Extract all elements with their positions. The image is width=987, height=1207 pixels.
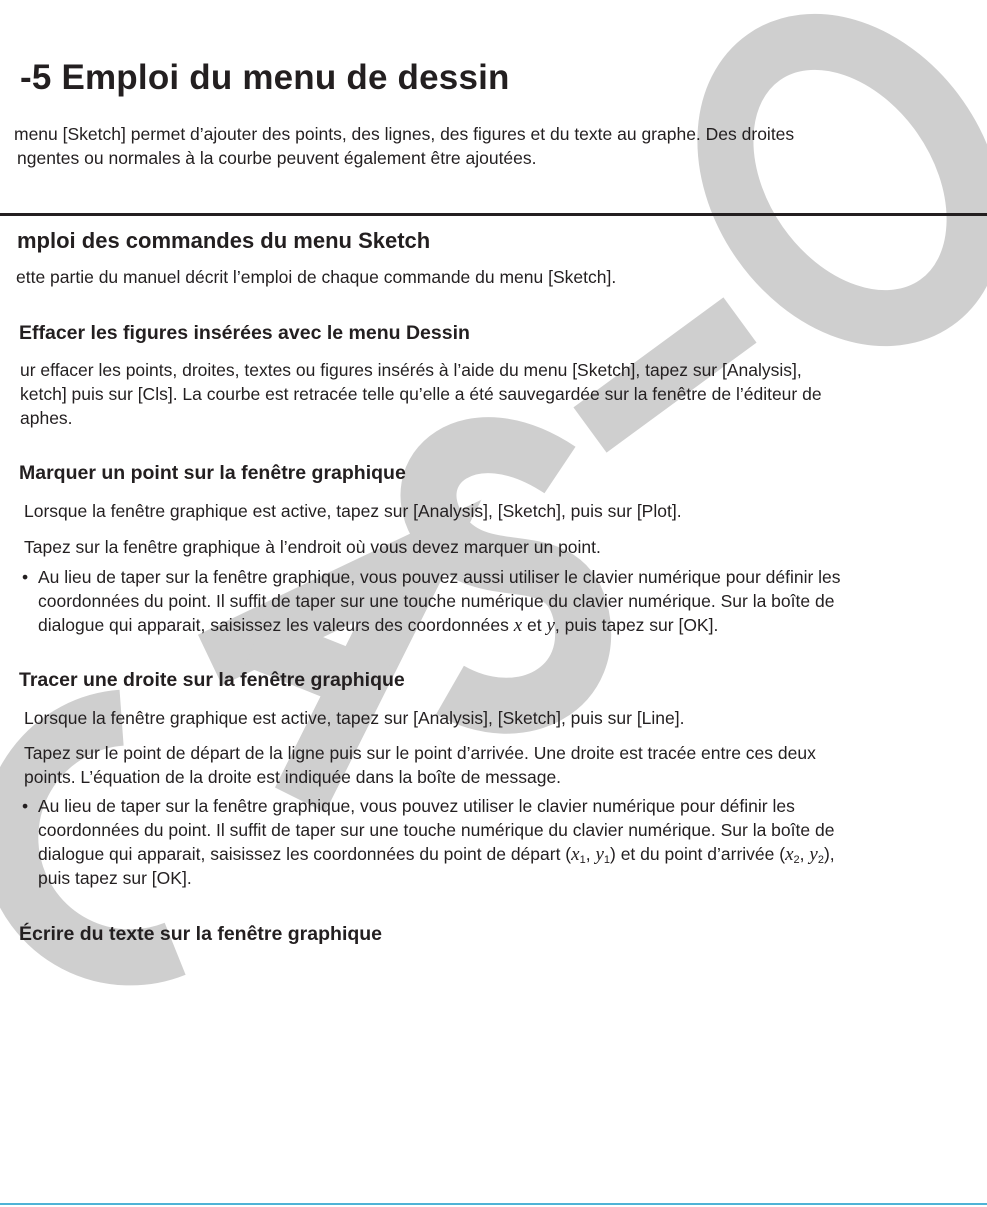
plot-bullet-line-2: coordonnées du point. Il suffit de taper sur une touche numérique du clavier numérique. Sur la boîte de <box>38 591 835 611</box>
clear-heading: Effacer les figures insérées avec le menu Dessin <box>19 322 470 344</box>
plot-bullet: • <box>22 567 29 587</box>
line-bullet-line-4: puis tapez sur [OK]. <box>38 868 192 888</box>
line-bullet-line-2: coordonnées du point. Il suffit de taper sur une touche numérique du clavier numérique. Sur la boîte de <box>38 820 835 840</box>
clear-line-3: aphes. <box>20 408 73 428</box>
section-heading: mploi des commandes du menu Sketch <box>17 228 431 253</box>
plot-step-1: Lorsque la fenêtre graphique est active, tapez sur [Analysis], [Sketch], puis sur [Plot]. <box>24 501 682 521</box>
clear-line-2: ketch] puis sur [Cls]. La courbe est retracée telle qu’elle a été sauvegardée sur la fenêtre de l’éditeur de <box>20 384 822 404</box>
footer-rule <box>0 1203 987 1205</box>
intro-line-2: ngentes ou normales à la courbe peuvent également être ajoutées. <box>17 148 537 168</box>
section-divider <box>0 213 987 216</box>
plot-heading: Marquer un point sur la fenêtre graphique <box>19 462 406 484</box>
plot-bullet-line-1: Au lieu de taper sur la fenêtre graphique, vous pouvez aussi utiliser le clavier numérique pour définir les <box>38 567 841 587</box>
line-heading: Tracer une droite sur la fenêtre graphique <box>19 669 405 691</box>
line-step-1: Lorsque la fenêtre graphique est active, tapez sur [Analysis], [Sketch], puis sur [Line]. <box>24 708 685 728</box>
line-bullet: • <box>22 796 29 816</box>
chapter-title: -5 Emploi du menu de dessin <box>20 58 510 97</box>
math-y: y <box>546 615 555 636</box>
line-bullet-line-3: dialogue qui apparait, saisissez les coordonnées du point de départ ($x_1$, $y_1$) et du point d’arrivée ($x_2$, $y_2$), <box>38 844 835 866</box>
plot-step-2: Tapez sur la fenêtre graphique à l’endroit où vous devez marquer un point. <box>24 537 601 557</box>
line-step-2-line-1: Tapez sur le point de départ de la ligne puis sur le point d’arrivée. Une droite est tracée entre ces deux <box>24 743 816 763</box>
section-intro: ette partie du manuel décrit l’emploi de chaque commande du menu [Sketch]. <box>16 267 617 287</box>
plot-bullet-line-3: dialogue qui apparait, saisissez les valeurs des coordonnées x et y, puis tapez sur [OK]. <box>38 615 719 636</box>
text-heading: Écrire du texte sur la fenêtre graphique <box>19 923 383 945</box>
clear-line-1: ur effacer les points, droites, textes ou figures insérés à l’aide du menu [Sketch], tapez sur [Analysis], <box>20 360 802 380</box>
line-bullet-line-1: Au lieu de taper sur la fenêtre graphique, vous pouvez utiliser le clavier numérique pour définir les <box>38 796 795 816</box>
intro-line-1: menu [Sketch] permet d’ajouter des points, des lignes, des figures et du texte au graphe. Des droites <box>14 124 795 144</box>
line-step-2-line-2: points. L’équation de la droite est indiquée dans la boîte de message. <box>24 767 562 787</box>
math-x: x <box>513 615 523 636</box>
